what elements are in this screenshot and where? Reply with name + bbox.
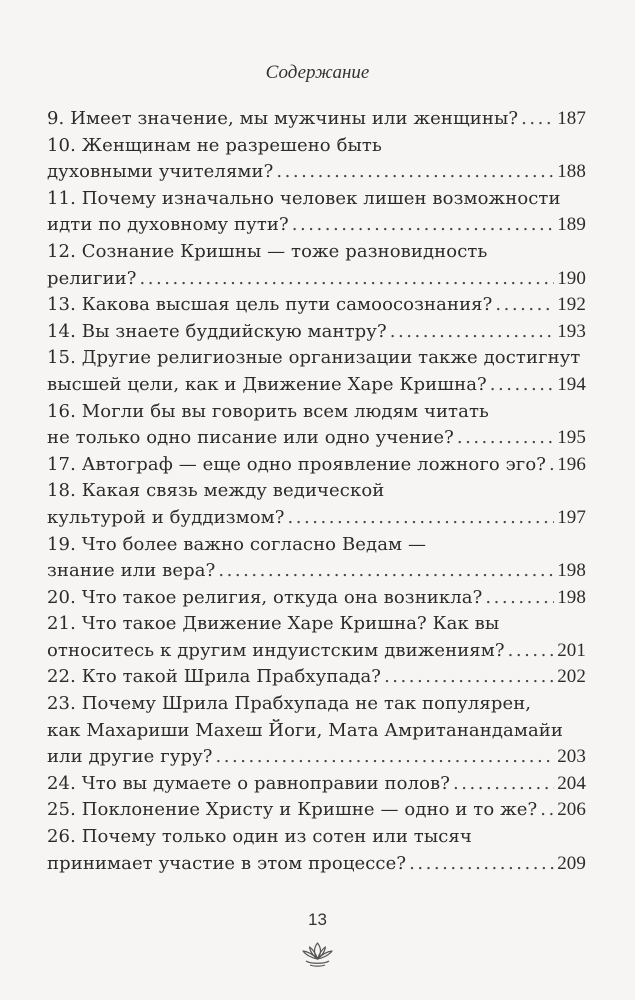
toc-entry [47,454,586,481]
dot-leader [485,587,554,608]
dot-leader [521,108,554,129]
dot-leader [453,773,554,794]
toc-entry [47,587,586,614]
toc-entry-title: не только одно писание или одно учение? [47,427,454,449]
toc-page-number: 201 [557,639,586,661]
toc-entry-title: 13. Какова высшая цель пути самоосознания? [47,294,493,316]
toc-entry-line [47,401,586,428]
toc-page-number: 203 [557,746,586,768]
toc-entry-title: 23. Почему Шрила Прабхупада не так популярен, [47,693,532,715]
dot-leader [276,161,554,182]
toc-entry [47,108,586,135]
toc-entry-title: религии? [47,267,137,289]
toc-page-number: 209 [557,852,586,874]
toc-page-number: 190 [557,267,586,289]
toc-entry-line [47,480,586,507]
toc-entry-title: 25. Поклонение Христу и Кришне — одно и то же? [47,799,538,821]
toc-entry [47,241,586,294]
toc-page-number: 206 [557,799,586,821]
toc-entry-line [47,587,586,614]
toc-entry-title: 17. Автограф — еще одно проявление ложного эго? [47,453,547,475]
toc-entry [47,773,586,800]
toc-page-number: 188 [557,161,586,183]
toc-entry-line [47,427,586,454]
toc-page-number: 189 [557,214,586,236]
toc-page-number: 202 [557,666,586,688]
toc-page-number: 198 [557,560,586,582]
toc-entry [47,294,586,321]
dot-leader [216,746,555,767]
toc-entry-title: 18. Какая связь между ведической [47,480,385,502]
toc-entry-line [47,241,586,268]
toc-page-number: 197 [557,506,586,528]
toc-entry-line [47,799,586,826]
toc-entry-line [47,560,586,587]
toc-entry-title: относитесь к другим индуистским движениям? [47,639,505,661]
toc-entry [47,666,586,693]
toc-entry-title: 22. Кто такой Шрила Прабхупада? [47,666,382,688]
dot-leader [288,507,555,528]
toc-entry [47,321,586,348]
dot-leader [218,560,554,581]
dot-leader [457,427,554,448]
toc-entry-title: 26. Почему только один из сотен или тысяч [47,826,472,848]
toc-page-number: 193 [557,320,586,342]
toc-entry-title: 19. Что более важно согласно Ведам — [47,533,427,555]
toc-page-number: 194 [557,373,586,395]
toc-entry-title: высшей цели, как и Движение Харе Кришна? [47,373,487,395]
running-header: Содержание [265,62,370,83]
toc-entry-line [47,188,586,215]
toc-entry [47,799,586,826]
toc-entry-title: 14. Вы знаете буддийскую мантру? [47,320,387,342]
toc-page-number: 196 [557,453,586,475]
dot-leader [390,321,554,342]
toc-entry-title: принимает участие в этом процессе? [47,852,407,874]
toc-entry-title: 10. Женщинам не разрешено быть [47,134,382,156]
toc-entry-title: 24. Что вы думаете о равноправии полов? [47,772,451,794]
dot-leader [549,454,554,475]
toc-entry-title: или другие гуру? [47,746,213,768]
dot-leader [409,853,554,874]
toc-entry-title: 9. Имеет значение, мы мужчины или женщины? [47,108,519,129]
toc-entry-line [47,534,586,561]
toc-entry-line [47,108,586,135]
toc-entry-line [47,773,586,800]
toc-entry-title: 21. Что такое Движение Харе Кришна? Как вы [47,613,500,635]
dot-leader [490,374,554,395]
toc-entry-line [47,666,586,693]
toc-entry-line [47,693,586,720]
toc-entry [47,135,586,188]
toc-entry-title: 15. Другие религиозные организации также достигнут [47,347,581,369]
toc-entry-line [47,826,586,853]
toc-entry-line [47,640,586,667]
toc-entry-title: 16. Могли бы вы говорить всем людям читать [47,400,489,422]
toc-entry [47,188,586,241]
toc-entry [47,693,586,773]
toc-page-number: 187 [557,108,586,129]
toc-entry-title: идти по духовному пути? [47,214,289,236]
toc-entry-line [47,613,586,640]
dot-leader [540,799,554,820]
toc-entry [47,826,586,879]
toc-entry [47,480,586,533]
toc-entry-title: 20. Что такое религия, откуда она возникла? [47,586,483,608]
toc-entry-line [47,135,586,162]
table-of-contents [47,108,586,879]
toc-entry [47,613,586,666]
dot-leader [384,666,554,687]
toc-entry-line [47,454,586,481]
page-number: 13 [308,910,327,929]
toc-entry [47,401,586,454]
toc-entry-line [47,321,586,348]
toc-entry-line [47,720,586,747]
toc-page-number: 195 [557,427,586,449]
toc-entry-line [47,268,586,295]
dot-leader [495,294,554,315]
dot-leader [292,214,554,235]
toc-entry-title: духовными учителями? [47,161,274,183]
toc-entry-line [47,161,586,188]
toc-entry-line [47,374,586,401]
dot-leader [139,268,554,289]
toc-entry-line [47,507,586,534]
dot-leader [508,640,555,661]
toc-entry-line [47,214,586,241]
toc-entry-line [47,746,586,773]
toc-entry-title: 12. Сознание Кришны — тоже разновидность [47,240,488,262]
toc-entry-line [47,853,586,880]
toc-entry-title: 11. Почему изначально человек лишен возможности [47,187,561,209]
toc-entry [47,534,586,587]
toc-entry-title: культурой и буддизмом? [47,506,285,528]
toc-entry-line [47,347,586,374]
lotus-icon [300,940,335,968]
toc-page-number: 192 [557,294,586,316]
toc-entry [47,347,586,400]
toc-entry-line [47,294,586,321]
toc-entry-title: как Махариши Махеш Йоги, Мата Амританандамайи [47,719,563,741]
toc-entry-title: знание или вера? [47,560,216,582]
toc-page-number: 204 [557,772,586,794]
toc-page-number: 198 [557,586,586,608]
